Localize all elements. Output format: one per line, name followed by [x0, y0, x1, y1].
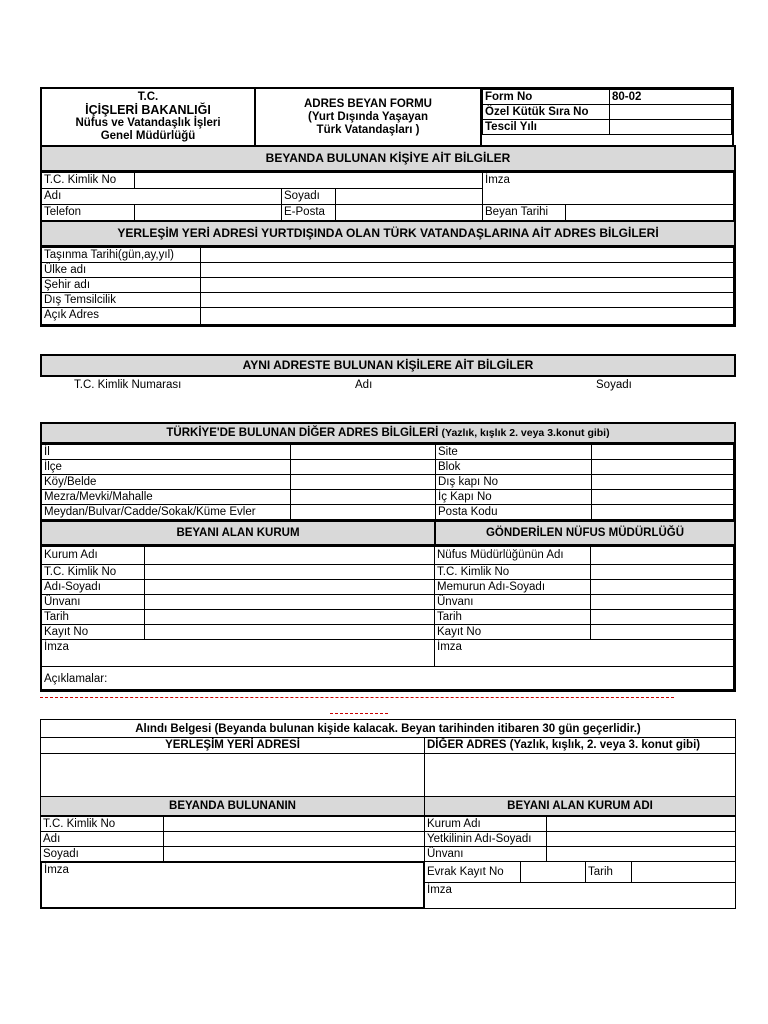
- kurum-unvan-label: Ünvanı: [41, 594, 145, 610]
- nufus-unvan-label: Ünvanı: [434, 594, 591, 610]
- imza-field[interactable]: [482, 172, 734, 205]
- receipt-soyadi-label: Soyadı: [40, 846, 164, 862]
- nufus-tc-field[interactable]: [590, 564, 734, 580]
- aciklamalar-label: Açıklamalar:: [44, 673, 108, 685]
- eposta-field[interactable]: [335, 204, 483, 221]
- beyan-tarihi-field[interactable]: [565, 204, 734, 221]
- form-subtitle-1: (Yurt Dışında Yaşayan: [308, 110, 428, 123]
- form-no-value: 80-02: [609, 89, 732, 105]
- cut-line-tail: [330, 713, 388, 714]
- nufus-tc-label: T.C. Kimlik No: [434, 564, 591, 580]
- yerlesim-yeri-field[interactable]: [40, 753, 425, 798]
- kurum-unvan-field[interactable]: [144, 594, 435, 610]
- col-soyadi: Soyadı: [596, 379, 632, 391]
- beyan-tarihi-label: Beyan Tarihi: [482, 204, 566, 221]
- col-adi: Adı: [355, 379, 373, 391]
- form-title: ADRES BEYAN FORMU: [303, 97, 432, 110]
- soyadi-label: Soyadı: [281, 188, 336, 205]
- kurum-imza-field[interactable]: [41, 639, 436, 667]
- site-label: Site: [435, 444, 592, 460]
- tc-kimlik-label: T.C. Kimlik No: [41, 172, 135, 189]
- memur-adi-soyadi-label: Memurun Adı-Soyadı: [434, 579, 591, 595]
- receipt-imza-label: İmza: [44, 864, 69, 876]
- receipt-tarih-field[interactable]: [631, 861, 736, 883]
- imza-label: İmza: [485, 174, 510, 186]
- section1-title: BEYANDA BULUNAN KİŞİYE AİT BİLGİLER: [40, 145, 736, 172]
- ic-kapi-field[interactable]: [591, 489, 734, 505]
- receipt-kurum-imza-label: İmza: [427, 884, 452, 896]
- receipt-unvan-field[interactable]: [546, 846, 736, 862]
- kurum-kayit-no-field[interactable]: [144, 624, 435, 640]
- receipt-kurum-imza-field[interactable]: [424, 882, 736, 909]
- ministry-block: [40, 87, 256, 147]
- kurum-kayit-no-label: Kayıt No: [41, 624, 145, 640]
- memur-adi-soyadi-field[interactable]: [590, 579, 734, 595]
- eposta-label: E-Posta: [281, 204, 336, 221]
- receipt-soyadi-field[interactable]: [163, 846, 425, 862]
- blok-field[interactable]: [591, 459, 734, 475]
- section4-title-main: TÜRKİYE'DE BULUNAN DİĞER ADRES BİLGİLERİ: [166, 427, 439, 439]
- tasinma-tarihi-field[interactable]: [200, 247, 734, 263]
- col-tc-kimlik-numarasi: T.C. Kimlik Numarası: [74, 379, 182, 391]
- kurum-adi-label: Kurum Adı: [41, 546, 145, 565]
- kurum-imza-label: İmza: [44, 641, 69, 653]
- diger-adres-field[interactable]: [424, 753, 736, 798]
- kutuk-field[interactable]: [609, 104, 732, 120]
- section4-title-note: (Yazlık, kışlık 2. veya 3.konut gibi): [441, 427, 610, 439]
- ministry-line-2: İÇİŞLERİ BAKANLIĞI: [85, 103, 211, 117]
- telefon-field[interactable]: [134, 204, 282, 221]
- receipt-adi-field[interactable]: [163, 831, 425, 847]
- posta-kodu-field[interactable]: [591, 504, 734, 520]
- evrak-kayit-no-label: Evrak Kayıt No: [424, 861, 521, 883]
- receipt-imza-field[interactable]: [40, 861, 425, 909]
- dis-temsilcilik-field[interactable]: [200, 292, 734, 308]
- nufus-mudurlugu-adi-label: Nüfus Müdürlüğünün Adı: [434, 546, 591, 565]
- dis-kapi-field[interactable]: [591, 474, 734, 490]
- form-title-block: [254, 87, 482, 147]
- yerlesim-yeri-title: YERLEŞİM YERİ ADRESİ: [40, 737, 425, 754]
- nufus-imza-label: İmza: [437, 641, 462, 653]
- kurum-tarih-label: Tarih: [41, 609, 145, 625]
- receipt-tc-field[interactable]: [163, 816, 425, 832]
- form-subtitle-2: Türk Vatandaşları ): [316, 123, 420, 136]
- receipt-kurum-adi-field[interactable]: [546, 816, 736, 832]
- yetkili-adi-soyadi-label: Yetkilinin Adı-Soyadı: [424, 831, 547, 847]
- receipt-adi-label: Adı: [40, 831, 164, 847]
- section3-title: AYNI ADRESTE BULUNAN KİŞİLERE AİT BİLGİLER: [40, 354, 736, 377]
- diger-adres-title: DİĞER ADRES (Yazlık, kışlık, 2. veya 3. konut gibi): [424, 737, 736, 754]
- section4-title: [40, 422, 736, 444]
- tescil-field[interactable]: [609, 119, 732, 135]
- ministry-line-4: Genel Müdürlüğü: [100, 130, 196, 142]
- mahalle-field[interactable]: [290, 489, 436, 505]
- gonderilen-nufus-title: GÖNDERİLEN NÜFUS MÜDÜRLÜĞÜ: [434, 520, 736, 546]
- aciklamalar-field[interactable]: [41, 666, 734, 690]
- ministry-line-1: T.C.: [137, 91, 159, 103]
- kutuk-label: Özel Kütük Sıra No: [482, 104, 610, 120]
- tescil-label: Tescil Yılı: [482, 119, 610, 135]
- nufus-tarih-label: Tarih: [434, 609, 591, 625]
- sehir-adi-label: Şehir adı: [41, 277, 201, 293]
- acik-adres-field[interactable]: [200, 307, 734, 325]
- koy-belde-label: Köy/Belde: [41, 474, 291, 490]
- site-field[interactable]: [591, 444, 734, 460]
- beyani-alan-kurum-adi-title: BEYANI ALAN KURUM ADI: [424, 796, 736, 816]
- sokak-label: Meydan/Bulvar/Cadde/Sokak/Küme Evler: [41, 504, 291, 520]
- soyadi-field[interactable]: [335, 188, 483, 205]
- kurum-tc-field[interactable]: [144, 564, 435, 580]
- posta-kodu-label: Posta Kodu: [435, 504, 592, 520]
- ulke-adi-field[interactable]: [200, 262, 734, 278]
- ilce-label: İlçe: [41, 459, 291, 475]
- koy-belde-field[interactable]: [290, 474, 436, 490]
- cut-line: [40, 697, 674, 698]
- kurum-adi-soyadi-label: Adı-Soyadı: [41, 579, 145, 595]
- beyani-alan-kurum-title: BEYANI ALAN KURUM: [40, 520, 436, 546]
- dis-kapi-label: Dış kapı No: [435, 474, 592, 490]
- nufus-tarih-field[interactable]: [590, 609, 734, 625]
- blok-label: Blok: [435, 459, 592, 475]
- kurum-tarih-field[interactable]: [144, 609, 435, 625]
- kurum-tc-label: T.C. Kimlik No: [41, 564, 145, 580]
- nufus-imza-field[interactable]: [434, 639, 734, 667]
- sokak-field[interactable]: [290, 504, 436, 520]
- ministry-line-3: Nüfus ve Vatandaşlık İşleri: [75, 117, 221, 129]
- section2-title: YERLEŞİM YERİ ADRESİ YURTDIŞINDA OLAN TÜRK VATANDAŞLARINA AİT ADRES BİLGİLERİ: [40, 220, 736, 247]
- nufus-mudurlugu-adi-field[interactable]: [590, 546, 734, 565]
- kurum-adi-soyadi-field[interactable]: [144, 579, 435, 595]
- receipt-title: Alındı Belgesi (Beyanda bulunan kişide kalacak. Beyan tarihinden itibaren 30 gün geçerlidir.): [40, 719, 736, 738]
- il-label: İl: [41, 444, 291, 460]
- ulke-adi-label: Ülke adı: [41, 262, 201, 278]
- evrak-kayit-no-field[interactable]: [520, 861, 586, 883]
- adi-label: Adı: [41, 188, 282, 205]
- beyanda-bulunanin-title: BEYANDA BULUNANIN: [40, 796, 425, 816]
- tc-kimlik-field[interactable]: [134, 172, 483, 189]
- nufus-unvan-field[interactable]: [590, 594, 734, 610]
- telefon-label: Telefon: [41, 204, 135, 221]
- receipt-tarih-label: Tarih: [585, 861, 632, 883]
- il-field[interactable]: [290, 444, 436, 460]
- tasinma-tarihi-label: Taşınma Tarihi(gün,ay,yıl): [41, 247, 201, 263]
- receipt-kurum-adi-label: Kurum Adı: [424, 816, 547, 832]
- ilce-field[interactable]: [290, 459, 436, 475]
- acik-adres-label: Açık Adres: [41, 307, 201, 325]
- receipt-unvan-label: Ünvanı: [424, 846, 547, 862]
- nufus-kayit-no-field[interactable]: [590, 624, 734, 640]
- mahalle-label: Mezra/Mevki/Mahalle: [41, 489, 291, 505]
- dis-temsilcilik-label: Dış Temsilcilik: [41, 292, 201, 308]
- nufus-kayit-no-label: Kayıt No: [434, 624, 591, 640]
- receipt-tc-label: T.C. Kimlik No: [40, 816, 164, 832]
- form-no-label: Form No: [482, 89, 610, 105]
- sehir-adi-field[interactable]: [200, 277, 734, 293]
- ic-kapi-label: İç Kapı No: [435, 489, 592, 505]
- yetkili-adi-soyadi-field[interactable]: [546, 831, 736, 847]
- kurum-adi-field[interactable]: [144, 546, 435, 565]
